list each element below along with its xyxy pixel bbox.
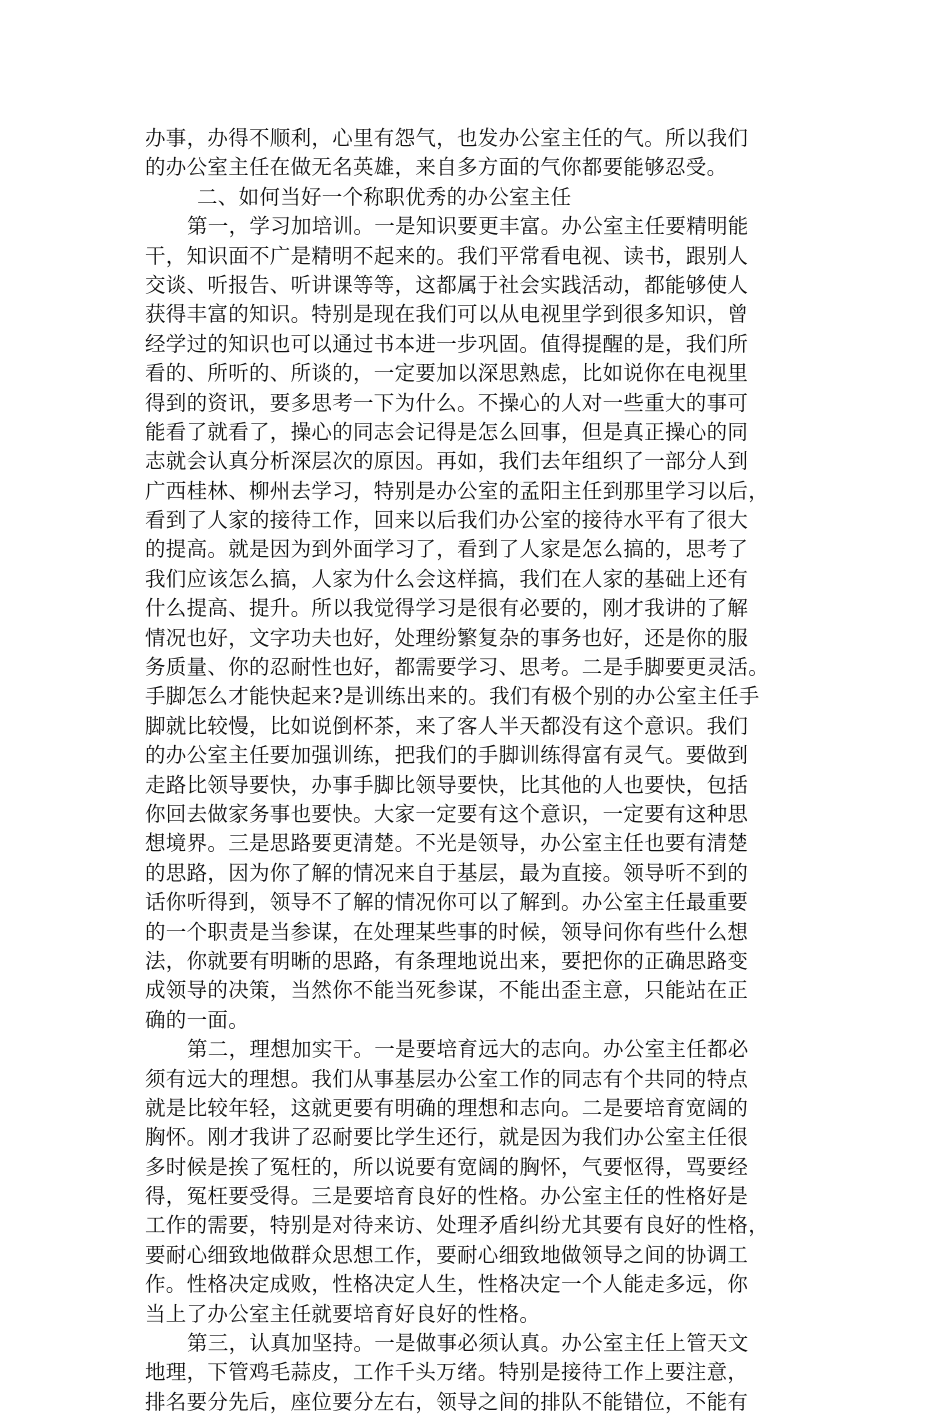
- text-line: 手脚怎么才能快起来?是训练出来的。我们有极个别的办公室主任手: [145, 684, 760, 709]
- text-line: 成领导的决策，当然你不能当死参谋，不能出歪主意，只能站在正: [145, 978, 749, 1003]
- text-line: 看到了人家的接待工作，回来以后我们办公室的接待水平有了很大: [145, 508, 749, 533]
- text-line: 什么提高、提升。所以我觉得学习是很有必要的，刚才我讲的了解: [145, 596, 749, 621]
- text-line: 经学过的知识也可以通过书本进一步巩固。值得提醒的是，我们所: [145, 331, 749, 356]
- text-line: 走路比领导要快，办事手脚比领导要快，比其他的人也要快，包括: [145, 772, 749, 797]
- text-line: 的办公室主任在做无名英雄，来自多方面的气你都要能够忍受。: [145, 155, 728, 180]
- text-line: 话你听得到，领导不了解的情况你可以了解到。办公室主任最重要: [145, 890, 749, 915]
- text-line: 获得丰富的知识。特别是现在我们可以从电视里学到很多知识，曾: [145, 302, 749, 327]
- text-line: 得到的资讯，要多思考一下为什么。不操心的人对一些重大的事可: [145, 390, 749, 415]
- text-line: 你回去做家务事也要快。大家一定要有这个意识，一定要有这种思: [145, 801, 749, 826]
- text-line: 的一个职责是当参谋，在处理某些事的时候，领导问你有些什么想: [145, 919, 749, 944]
- text-line: 办事，办得不顺利，心里有怨气，也发办公室主任的气。所以我们: [145, 126, 749, 150]
- paragraph-first-line: 第一，学习加培训。一是知识要更丰富。办公室主任要精明能: [187, 214, 749, 239]
- text-line: 得，冤枉要受得。三是要培育良好的性格。办公室主任的性格好是: [145, 1184, 749, 1209]
- section-heading: 二、如何当好一个称职优秀的办公室主任: [197, 184, 572, 209]
- text-line: 看的、所听的、所谈的，一定要加以深思熟虑，比如说你在电视里: [145, 361, 749, 386]
- text-line: 就是比较年轻，这就更要有明确的理想和志向。二是要培育宽阔的: [145, 1095, 749, 1120]
- text-line: 干，知识面不广是精明不起来的。我们平常看电视、读书，跟别人: [145, 243, 749, 268]
- text-line: 地理，下管鸡毛蒜皮，工作千头万绪。特别是接待工作上要注意，: [145, 1360, 749, 1385]
- text-line: 广西桂林、柳州去学习，特别是办公室的孟阳主任到那里学习以后，: [145, 478, 769, 503]
- text-line: 须有远大的理想。我们从事基层办公室工作的同志有个共同的特点: [145, 1066, 749, 1091]
- text-line: 作。性格决定成败，性格决定人生，性格决定一个人能走多远，你: [145, 1272, 749, 1297]
- text-line: 我们应该怎么搞，人家为什么会这样搞，我们在人家的基础上还有: [145, 566, 749, 591]
- text-line: 情况也好，文字功夫也好，处理纷繁复杂的事务也好，还是你的服: [145, 625, 749, 650]
- text-line: 的思路，因为你了解的情况来自于基层，最为直接。领导听不到的: [145, 860, 749, 885]
- text-line: 工作的需要，特别是对待来访、处理矛盾纠纷尤其要有良好的性格，: [145, 1213, 769, 1238]
- text-line: 想境界。三是思路要更清楚。不光是领导，办公室主任也要有清楚: [145, 831, 749, 856]
- document-body: [145, 124, 815, 1417]
- text-line: 务质量、你的忍耐性也好，都需要学习、思考。二是手脚要更灵活。: [145, 655, 769, 680]
- text-line: 胸怀。刚才我讲了忍耐要比学生还行，就是因为我们办公室主任很: [145, 1125, 749, 1150]
- paragraph-first-line: 第三，认真加坚持。一是做事必须认真。办公室主任上管天文: [187, 1331, 749, 1356]
- text-line: 排名要分先后，座位要分左右，领导之间的排队不能错位，不能有: [145, 1389, 749, 1414]
- text-line: 的提高。就是因为到外面学习了，看到了人家是怎么搞的，思考了: [145, 537, 749, 562]
- text-line: 法，你就要有明晰的思路，有条理地说出来，要把你的正确思路变: [145, 948, 749, 973]
- text-line: 的办公室主任要加强训练，把我们的手脚训练得富有灵气。要做到: [145, 743, 749, 768]
- text-line: 要耐心细致地做群众思想工作，要耐心细致地做领导之间的协调工: [145, 1242, 749, 1267]
- text-line: 脚就比较慢，比如说倒杯茶，来了客人半天都没有这个意识。我们: [145, 713, 749, 738]
- text-line: 志就会认真分析深层次的原因。再如，我们去年组织了一部分人到: [145, 449, 749, 474]
- paragraph-first-line: 第二，理想加实干。一是要培育远大的志向。办公室主任都必: [187, 1037, 749, 1062]
- text-line: 确的一面。: [145, 1007, 249, 1032]
- text-line: 当上了办公室主任就要培育好良好的性格。: [145, 1301, 541, 1326]
- text-line: 能看了就看了，操心的同志会记得是怎么回事，但是真正操心的同: [145, 419, 749, 444]
- text-line: 多时候是挨了冤枉的，所以说要有宽阔的胸怀，气要怄得，骂要经: [145, 1154, 749, 1179]
- text-line: 交谈、听报告、听讲课等等，这都属于社会实践活动，都能够使人: [145, 272, 749, 297]
